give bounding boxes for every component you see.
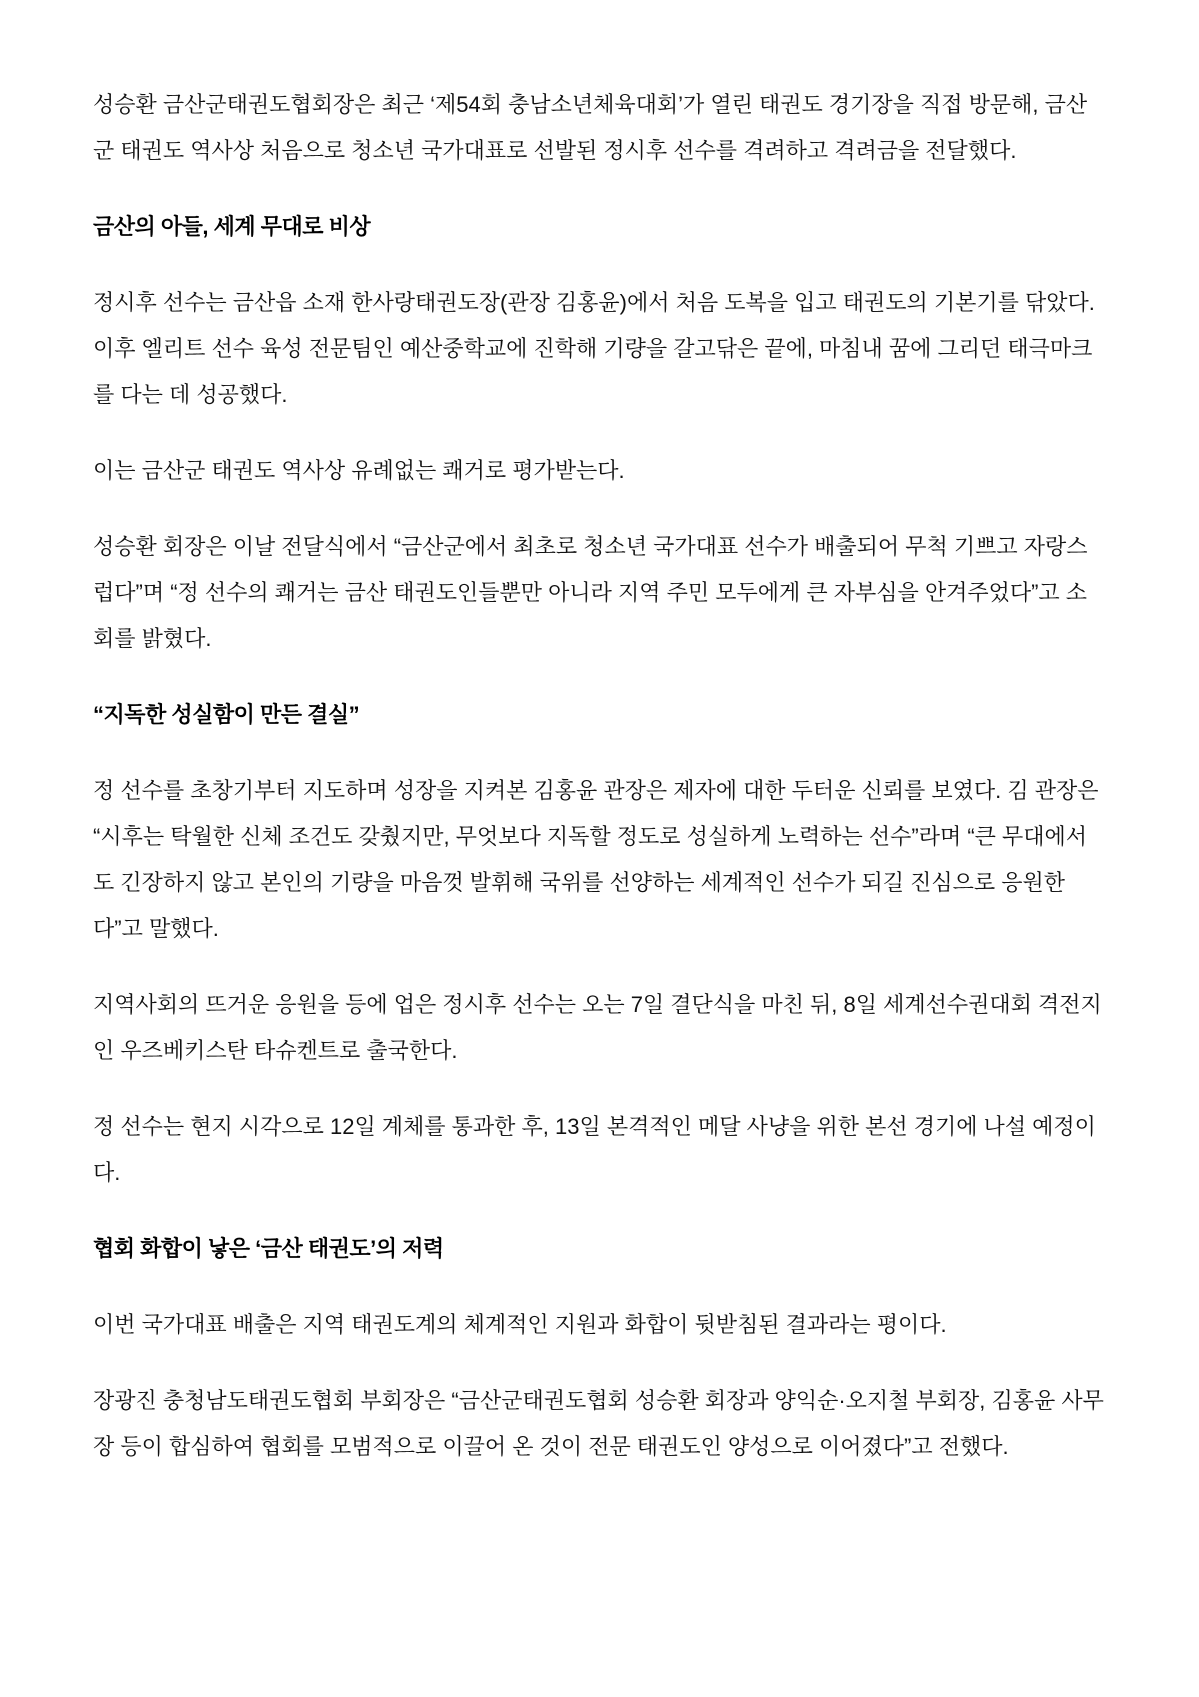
paragraph-systematic-support: 이번 국가대표 배출은 지역 태권도계의 체계적인 지원과 화합이 뒷받침된 결과라는 평이다. xyxy=(93,1312,947,1337)
paragraph-competition-schedule: 정 선수는 현지 시각으로 12일 계체를 통과한 후, 13일 본격적인 메달 사냥을 위한 본선 경기에 나설 예정이다. xyxy=(93,1114,1096,1185)
paragraph-departure-schedule: 지역사회의 뜨거운 응원을 등에 업은 정시후 선수는 오는 7일 결단식을 마친 뒤, 8일 세계선수권대회 격전지인 우즈베키스탄 타슈켄트로 출국한다. xyxy=(93,992,1102,1063)
section-heading-diligence-result: “지독한 성실함이 만든 결실” xyxy=(93,702,360,727)
section-heading-rise-to-world-stage: 금산의 아들, 세계 무대로 비상 xyxy=(93,214,371,239)
section-heading-association-unity: 협회 화합이 낳은 ‘금산 태권도’의 저력 xyxy=(93,1236,444,1261)
paragraph-coach-trust: 정 선수를 초창기부터 지도하며 성장을 지켜본 김홍윤 관장은 제자에 대한 두터운 신뢰를 보였다. 김 관장은 “시후는 탁월한 신체 조건도 갖췄지만, 무엇보다 지독할 정도로 성실하게 노력하는 선수”라며 “큰 무대에서도 긴장하지 않고 본인의 기량을 마음껏 발휘해 국위를 선양하는 세계적인 선수가 되길 진심으로 응원한다”고 말했다. xyxy=(93,778,1099,941)
paragraph-training-history: 정시후 선수는 금산읍 소재 한사랑태권도장(관장 김홍윤)에서 처음 도복을 입고 태권도의 기본기를 닦았다. 이후 엘리트 선수 육성 전문팀인 예산중학교에 진학해 기량을 갈고닦은 끝에, 마침내 꿈에 그리던 태극마크를 다는 데 성공했다. xyxy=(93,290,1095,407)
paragraph-unprecedented-feat: 이는 금산군 태권도 역사상 유례없는 쾌거로 평가받는다. xyxy=(93,458,625,483)
paragraph-intro: 성승환 금산군태권도협회장은 최근 ‘제54회 충남소년체육대회’가 열린 태권도 경기장을 직접 방문해, 금산군 태권도 역사상 처음으로 청소년 국가대표로 선발된 정시후 선수를 격려하고 격려금을 전달했다. xyxy=(93,92,1088,163)
paragraph-vice-chairman-remarks: 장광진 충청남도태권도협회 부회장은 “금산군태권도협회 성승환 회장과 양익순·오지철 부회장, 김홍윤 사무장 등이 합심하여 협회를 모범적으로 이끌어 온 것이 전문 태권도인 양성으로 이어졌다”고 전했다. xyxy=(93,1388,1104,1459)
paragraph-chairman-remarks: 성승환 회장은 이날 전달식에서 “금산군에서 최초로 청소년 국가대표 선수가 배출되어 무척 기쁘고 자랑스럽다”며 “정 선수의 쾌거는 금산 태권도인들뿐만 아니라 지역 주민 모두에게 큰 자부심을 안겨주었다”고 소회를 밝혔다. xyxy=(93,534,1088,651)
